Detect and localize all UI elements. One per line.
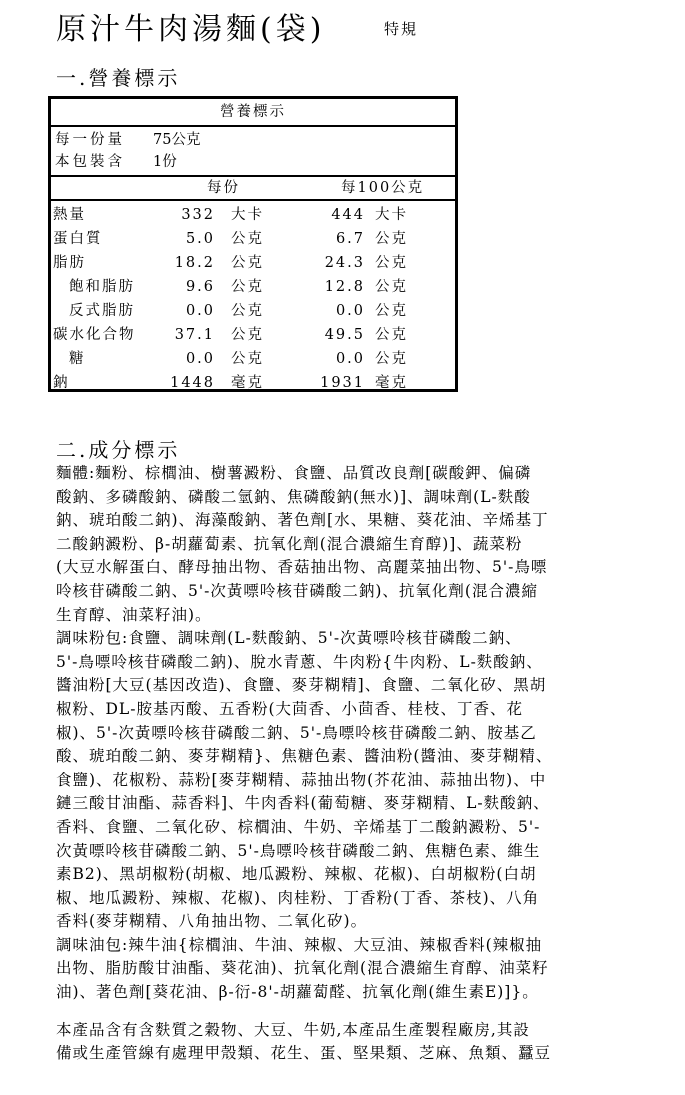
nutrient-name: 蛋白質 <box>53 231 103 247</box>
text-line: 香料、食鹽、二氧化矽、棕櫚油、牛奶、辛烯基丁二酸鈉澱粉、5'- <box>56 817 541 836</box>
nutrition-heading: 一.營養標示 <box>56 66 181 90</box>
per-100g-value: 0.0 <box>335 351 365 367</box>
nutrient-row <box>51 347 455 371</box>
column-headers <box>51 177 455 201</box>
per-serving-value: 37.1 <box>174 327 215 343</box>
serving-size-value: 75公克 <box>153 132 201 148</box>
per-100g-unit: 大卡 <box>375 207 408 223</box>
per-100g-unit: 公克 <box>375 351 408 367</box>
per-100g-unit: 公克 <box>375 327 408 343</box>
allergen-notice <box>56 1019 618 1066</box>
text-line: 食鹽)、花椒粉、蒜粉[麥芽糊精、蒜抽出物(芥花油、蒜抽出物)、中 <box>56 770 547 789</box>
per-100g-value: 24.3 <box>324 255 365 271</box>
text-line: 椒)、5'-次黃嘌呤核苷磷酸二鈉、5'-鳥嘌呤核苷磷酸二鈉、胺基乙 <box>56 723 537 742</box>
per-100g-value: 444 <box>331 207 365 223</box>
paragraph-spacer <box>56 1005 618 1019</box>
per-serving-unit: 公克 <box>231 255 264 271</box>
nutrient-row <box>51 323 455 347</box>
per-serving-unit: 毫克 <box>231 375 264 391</box>
text-line: 油)、著色劑[葵花油、β-衍-8'-胡蘿蔔醛、抗氧化劑(維生素E)]}。 <box>56 983 539 1002</box>
nutrient-row <box>51 203 455 227</box>
per-serving-unit: 公克 <box>231 327 264 343</box>
text-line: 呤核苷磷酸二鈉、5'-次黃嘌呤核苷磷酸二鈉)、抗氧化劑(混合濃縮 <box>56 581 538 600</box>
text-line: 素B2)、黑胡椒粉(胡椒、地瓜澱粉、辣椒、花椒)、白胡椒粉(白胡 <box>56 865 537 884</box>
nutrient-rows <box>51 201 455 395</box>
per-serving-unit: 公克 <box>231 231 264 247</box>
ingredients-list <box>56 462 618 1005</box>
serving-info <box>51 127 455 177</box>
ingredients-text <box>56 462 618 1066</box>
nutrient-name: 碳水化合物 <box>53 327 136 343</box>
text-line: 備或生產管線有處理甲殼類、花生、蛋、堅果類、芝麻、魚類、蠶豆 <box>56 1044 552 1063</box>
text-line: 5'-鳥嘌呤核苷磷酸二鈉)、脫水青蔥、牛肉粉{牛肉粉、L-麩酸鈉、 <box>56 652 543 671</box>
text-line: 出物、脂肪酸甘油酯、葵花油)、抗氧化劑(混合濃縮生育醇、油菜籽 <box>56 959 549 978</box>
per-100g-value: 12.8 <box>324 279 365 295</box>
text-line: 酸鈉、多磷酸鈉、磷酸二氫鈉、焦磷酸鈉(無水)]、調味劑(L-麩酸 <box>56 487 531 506</box>
text-line: 鈉、琥珀酸二鈉)、海藻酸鈉、著色劑[水、果糖、葵花油、辛烯基丁 <box>56 511 549 530</box>
per-100g-value: 49.5 <box>324 327 365 343</box>
per-serving-unit: 公克 <box>231 303 264 319</box>
per-100g-unit: 公克 <box>375 303 408 319</box>
per-100g-unit: 公克 <box>375 255 408 271</box>
per-serving-value: 1448 <box>170 375 215 391</box>
per-serving-value: 18.2 <box>174 255 215 271</box>
per-100g-value: 0.0 <box>335 303 365 319</box>
per-100g-value: 1931 <box>320 375 365 391</box>
nutrient-row <box>51 299 455 323</box>
text-line: 調味油包:辣牛油{棕櫚油、牛油、辣椒、大豆油、辣椒香料(辣椒抽 <box>56 935 543 954</box>
text-line: 酸、琥珀酸二鈉、麥芽糊精}、焦糖色素、醬油粉(醬油、麥芽糊精、 <box>56 747 553 766</box>
servings-value: 1份 <box>153 154 177 170</box>
per-100g-value: 6.7 <box>335 231 365 247</box>
text-line: 生育醇、油菜籽油)。 <box>56 605 212 624</box>
nutrient-name: 糖 <box>69 351 86 367</box>
text-line: 香料(麥芽糊精、八角抽出物、二氧化矽)。 <box>56 912 368 931</box>
per-100g-unit: 公克 <box>375 231 408 247</box>
nutrient-name: 鈉 <box>53 375 70 391</box>
nutrition-table <box>48 96 458 392</box>
nutrient-name: 熱量 <box>53 207 86 223</box>
servings-label: 本包裝含 <box>55 154 125 170</box>
text-line: 二酸鈉澱粉、β-胡蘿蔔素、抗氧化劑(混合濃縮生育醇)]、蔬菜粉 <box>56 534 523 553</box>
spec-badge: 特規 <box>384 20 419 38</box>
per-serving-unit: 公克 <box>231 279 264 295</box>
per-serving-value: 9.6 <box>185 279 215 295</box>
serving-size-label: 每一份量 <box>55 132 125 148</box>
nutrient-row <box>51 251 455 275</box>
per-serving-value: 332 <box>181 207 215 223</box>
text-line: 麵體:麵粉、棕櫚油、樹薯澱粉、食鹽、品質改良劑[碳酸鉀、偏磷 <box>56 464 532 482</box>
per-100g-unit: 公克 <box>375 279 408 295</box>
text-line: 調味粉包:食鹽、調味劑(L-麩酸鈉、5'-次黃嘌呤核苷磷酸二鈉、 <box>56 629 522 648</box>
nutrition-table-title: 營養標示 <box>51 99 455 127</box>
text-line: 椒、地瓜澱粉、辣椒、花椒)、肉桂粉、丁香粉(丁香、茶枝)、八角 <box>56 888 540 907</box>
text-line: 次黃嘌呤核苷磷酸二鈉、5'-鳥嘌呤核苷磷酸二鈉、焦糖色素、維生 <box>56 841 541 860</box>
per-serving-value: 5.0 <box>185 231 215 247</box>
nutrient-row <box>51 275 455 299</box>
text-line: 鏈三酸甘油酯、蒜香料]、牛肉香料(葡萄糖、麥芽糊精、L-麩酸鈉、 <box>56 794 550 813</box>
nutrient-name: 飽和脂肪 <box>69 279 135 295</box>
per-100g-header: 每100公克 <box>341 180 425 196</box>
nutrient-name: 反式脂肪 <box>69 303 135 319</box>
per-serving-value: 0.0 <box>185 303 215 319</box>
nutrient-row <box>51 227 455 251</box>
text-line: 椒粉、DL-胺基丙酸、五香粉(大茴香、小茴香、桂枝、丁香、花 <box>56 699 524 718</box>
per-serving-unit: 公克 <box>231 351 264 367</box>
per-serving-unit: 大卡 <box>231 207 264 223</box>
per-serving-header: 每份 <box>207 180 240 196</box>
text-line: 醬油粉[大豆(基因改造)、食鹽、麥芽糊精]、食鹽、二氧化矽、黑胡 <box>56 676 547 695</box>
per-100g-unit: 毫克 <box>375 375 408 391</box>
text-line: 本產品含有含麩質之穀物、大豆、牛奶,本產品生產製程廠房,其設 <box>56 1020 530 1039</box>
ingredients-heading: 二.成分標示 <box>56 438 181 462</box>
text-line: (大豆水解蛋白、酵母抽出物、香菇抽出物、高麗菜抽出物、5'-鳥嘌 <box>56 558 548 577</box>
nutrient-row <box>51 371 455 395</box>
product-title: 原汁牛肉湯麵(袋) <box>56 12 326 47</box>
nutrient-name: 脂肪 <box>53 255 86 271</box>
per-serving-value: 0.0 <box>185 351 215 367</box>
